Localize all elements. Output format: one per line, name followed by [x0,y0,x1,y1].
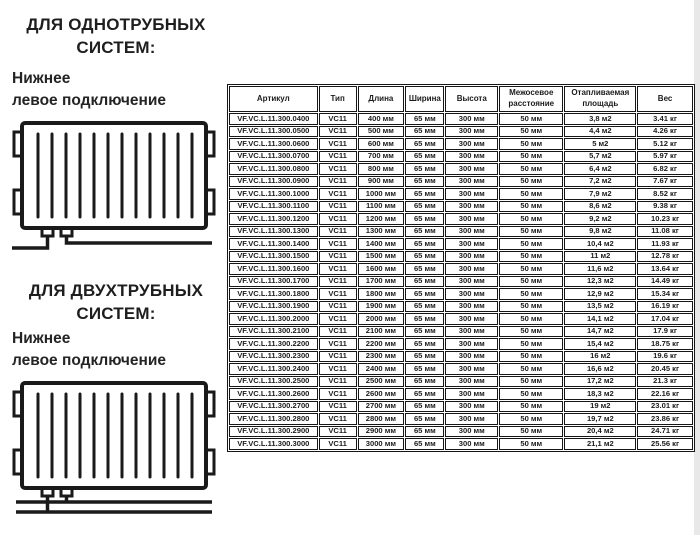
table-cell: 50 мм [499,338,563,350]
table-cell: 50 мм [499,326,563,338]
table-cell: 7.67 кг [637,176,693,188]
column-header: Межосевое расстояние [499,86,563,112]
table-cell: VC11 [319,313,357,325]
table-cell: 25.56 кг [637,438,693,450]
table-cell: 50 мм [499,376,563,388]
table-cell: 300 мм [445,201,498,213]
table-cell: 24.71 кг [637,426,693,438]
table-cell: 300 мм [445,276,498,288]
table-cell: 17,2 м2 [564,376,636,388]
table-row [229,351,693,363]
table-cell: 300 мм [445,376,498,388]
table-cell: 2100 мм [358,326,405,338]
table-cell: 1300 мм [358,226,405,238]
table-cell: 10.23 кг [637,213,693,225]
table-cell: 10,4 м2 [564,238,636,250]
table-cell: 50 мм [499,401,563,413]
table-cell: 3000 мм [358,438,405,450]
table-cell: 12.78 кг [637,251,693,263]
table-cell: 2500 мм [358,376,405,388]
table-cell: 300 мм [445,151,498,163]
table-row [229,388,693,400]
column-header: Артикул [229,86,318,112]
table-cell: VF.VC.L.11.300.1100 [229,201,318,213]
subtitle-line: Нижнее [12,330,71,347]
table-cell: 50 мм [499,251,563,263]
table-row [229,201,693,213]
table-cell: 50 мм [499,438,563,450]
table-cell: VF.VC.L.11.300.2700 [229,401,318,413]
radiator-diagram-two-pipe [12,378,216,518]
table-cell: VF.VC.L.11.300.1400 [229,238,318,250]
table-cell: VC11 [319,438,357,450]
table-cell: 800 мм [358,163,405,175]
table-cell: 1400 мм [358,238,405,250]
table-cell: 5.12 кг [637,138,693,150]
table-row [229,426,693,438]
table-cell: 300 мм [445,426,498,438]
table-cell: 18,3 м2 [564,388,636,400]
table-cell: 17.9 кг [637,326,693,338]
table-cell: 18.75 кг [637,338,693,350]
table-row [229,226,693,238]
table-cell: 300 мм [445,113,498,125]
table-cell: VC11 [319,363,357,375]
table-cell: 65 мм [405,176,444,188]
table-cell: 5.97 кг [637,151,693,163]
table-cell: VF.VC.L.11.300.1300 [229,226,318,238]
table-cell: 50 мм [499,113,563,125]
table-cell: 1200 мм [358,213,405,225]
table-cell: 23.86 кг [637,413,693,425]
table-cell: 6,4 м2 [564,163,636,175]
table-cell: 50 мм [499,238,563,250]
table-cell: 50 мм [499,151,563,163]
table-cell: 300 мм [445,413,498,425]
table-cell: VF.VC.L.11.300.1900 [229,301,318,313]
spec-table-container [227,84,695,452]
table-cell: VF.VC.L.11.300.1800 [229,288,318,300]
table-cell: 14.49 кг [637,276,693,288]
table-cell: 65 мм [405,413,444,425]
table-cell: 300 мм [445,163,498,175]
table-cell: 2900 мм [358,426,405,438]
table-cell: 15.34 кг [637,288,693,300]
table-cell: 1500 мм [358,251,405,263]
table-cell: 50 мм [499,363,563,375]
table-cell: 16,6 м2 [564,363,636,375]
table-cell: VC11 [319,351,357,363]
table-cell: 300 мм [445,313,498,325]
table-cell: VF.VC.L.11.300.0600 [229,138,318,150]
table-cell: 300 мм [445,351,498,363]
table-cell: 2400 мм [358,363,405,375]
table-cell: VC11 [319,413,357,425]
table-cell: 1100 мм [358,201,405,213]
table-cell: 500 мм [358,126,405,138]
table-cell: 17.04 кг [637,313,693,325]
table-cell: 1600 мм [358,263,405,275]
table-cell: 50 мм [499,176,563,188]
table-cell: 65 мм [405,326,444,338]
table-cell: VF.VC.L.11.300.1700 [229,276,318,288]
column-header: Отапливаемая площадь [564,86,636,112]
column-header: Высота [445,86,498,112]
table-cell: 15,4 м2 [564,338,636,350]
table-cell: 300 мм [445,188,498,200]
table-cell: 300 мм [445,213,498,225]
table-cell: VF.VC.L.11.300.0500 [229,126,318,138]
table-cell: 21,1 м2 [564,438,636,450]
table-cell: 50 мм [499,413,563,425]
table-cell: 16 м2 [564,351,636,363]
table-row [229,213,693,225]
table-row [229,413,693,425]
table-row [229,151,693,163]
table-cell: VC11 [319,263,357,275]
table-cell: 300 мм [445,438,498,450]
column-header: Вес [637,86,693,112]
table-cell: VC11 [319,176,357,188]
table-cell: VF.VC.L.11.300.1600 [229,263,318,275]
table-cell: VF.VC.L.11.300.2600 [229,388,318,400]
table-cell: 2000 мм [358,313,405,325]
subtitle-line: левое подключение [12,352,167,370]
table-cell: 65 мм [405,126,444,138]
table-row [229,126,693,138]
table-cell: 1800 мм [358,288,405,300]
table-cell: 14,7 м2 [564,326,636,338]
column-header: Длина [358,86,405,112]
table-cell: 3.41 кг [637,113,693,125]
table-cell: 7,2 м2 [564,176,636,188]
single-pipe-subtitle [12,68,166,113]
radiator-diagram-single-pipe [12,118,216,256]
table-cell: VF.VC.L.11.300.1500 [229,251,318,263]
connection-schemes-panel [8,10,224,530]
table-cell: 22.16 кг [637,388,693,400]
table-cell: VC11 [319,113,357,125]
table-cell: 300 мм [445,126,498,138]
table-cell: 300 мм [445,388,498,400]
table-cell: 11,6 м2 [564,263,636,275]
table-cell: 50 мм [499,213,563,225]
table-cell: 300 мм [445,263,498,275]
table-cell: 65 мм [405,163,444,175]
table-cell: 65 мм [405,363,444,375]
table-cell: VF.VC.L.11.300.2800 [229,413,318,425]
table-cell: VF.VC.L.11.300.0900 [229,176,318,188]
title-line: ДЛЯ ОДНОТРУБНЫХ [26,15,206,34]
table-cell: 2300 мм [358,351,405,363]
table-cell: 3,8 м2 [564,113,636,125]
table-cell: 65 мм [405,188,444,200]
title-line: СИСТЕМ: [76,37,156,57]
table-cell: 6.82 кг [637,163,693,175]
table-cell: VC11 [319,238,357,250]
table-cell: 65 мм [405,426,444,438]
table-cell: 1900 мм [358,301,405,313]
table-row [229,401,693,413]
table-cell: VC11 [319,226,357,238]
table-cell: 5 м2 [564,138,636,150]
table-cell: 11.08 кг [637,226,693,238]
table-cell: 65 мм [405,438,444,450]
table-cell: 50 мм [499,138,563,150]
table-cell: 7,9 м2 [564,188,636,200]
table-cell: 2600 мм [358,388,405,400]
table-cell: 23.01 кг [637,401,693,413]
table-cell: 65 мм [405,376,444,388]
table-cell: 300 мм [445,363,498,375]
table-cell: 65 мм [405,388,444,400]
table-cell: 50 мм [499,226,563,238]
table-cell: 65 мм [405,151,444,163]
table-cell: 50 мм [499,313,563,325]
table-cell: 21.3 кг [637,376,693,388]
table-cell: VC11 [319,201,357,213]
table-cell: 400 мм [358,113,405,125]
table-cell: 5,7 м2 [564,151,636,163]
table-row [229,276,693,288]
table-cell: 9,2 м2 [564,213,636,225]
table-cell: 65 мм [405,351,444,363]
table-cell: VF.VC.L.11.300.3000 [229,438,318,450]
table-cell: 50 мм [499,263,563,275]
table-cell: 50 мм [499,301,563,313]
table-row [229,326,693,338]
table-cell: 2200 мм [358,338,405,350]
table-cell: VC11 [319,213,357,225]
table-cell: 11 м2 [564,251,636,263]
title-line: СИСТЕМ: [76,303,156,323]
table-cell: 300 мм [445,176,498,188]
table-row [229,138,693,150]
table-cell: VC11 [319,338,357,350]
table-cell: 50 мм [499,201,563,213]
table-cell: VC11 [319,376,357,388]
table-row [229,288,693,300]
table-cell: 300 мм [445,251,498,263]
table-row [229,263,693,275]
table-cell: 8.52 кг [637,188,693,200]
table-cell: VC11 [319,301,357,313]
table-cell: 12,3 м2 [564,276,636,288]
table-cell: 4.26 кг [637,126,693,138]
table-cell: 300 мм [445,288,498,300]
table-row [229,163,693,175]
subtitle-line: левое подключение [12,92,167,110]
table-cell: VF.VC.L.11.300.2900 [229,426,318,438]
table-cell: 2700 мм [358,401,405,413]
table-cell: VC11 [319,138,357,150]
table-cell: VC11 [319,288,357,300]
table-cell: 65 мм [405,338,444,350]
table-cell: VC11 [319,188,357,200]
table-cell: VC11 [319,388,357,400]
table-cell: VF.VC.L.11.300.0700 [229,151,318,163]
table-cell: 300 мм [445,338,498,350]
table-cell: 65 мм [405,263,444,275]
table-cell: 65 мм [405,226,444,238]
table-cell: VF.VC.L.11.300.2100 [229,326,318,338]
table-cell: VC11 [319,163,357,175]
table-cell: 19 м2 [564,401,636,413]
table-cell: 300 мм [445,138,498,150]
subtitle-line: Нижнее [12,70,71,87]
table-cell: 50 мм [499,388,563,400]
table-row [229,113,693,125]
table-cell: 65 мм [405,288,444,300]
table-cell: 65 мм [405,313,444,325]
table-cell: 65 мм [405,138,444,150]
table-cell: VF.VC.L.11.300.2300 [229,351,318,363]
table-cell: 600 мм [358,138,405,150]
table-cell: 4,4 м2 [564,126,636,138]
table-row [229,251,693,263]
table-cell: 700 мм [358,151,405,163]
two-pipe-section-title [8,280,224,326]
table-cell: 16.19 кг [637,301,693,313]
table-row [229,176,693,188]
table-cell: 1700 мм [358,276,405,288]
table-cell: 65 мм [405,201,444,213]
table-cell: VF.VC.L.11.300.2500 [229,376,318,388]
title-line: ДЛЯ ДВУХТРУБНЫХ [28,281,204,300]
table-cell: VC11 [319,276,357,288]
table-cell: 65 мм [405,251,444,263]
table-cell: 50 мм [499,126,563,138]
table-cell: VF.VC.L.11.300.1000 [229,188,318,200]
table-cell: VF.VC.L.11.300.1200 [229,213,318,225]
table-cell: VF.VC.L.11.300.0800 [229,163,318,175]
table-cell: 300 мм [445,401,498,413]
table-cell: 13.64 кг [637,263,693,275]
spec-table [227,84,695,452]
table-row [229,313,693,325]
table-cell: 300 мм [445,238,498,250]
table-cell: 8,6 м2 [564,201,636,213]
table-cell: 9,8 м2 [564,226,636,238]
table-cell: 65 мм [405,276,444,288]
table-cell: 2800 мм [358,413,405,425]
table-cell: 50 мм [499,163,563,175]
column-header: Ширина [405,86,444,112]
table-row [229,188,693,200]
table-cell: 50 мм [499,351,563,363]
table-cell: 20.45 кг [637,363,693,375]
table-cell: 300 мм [445,226,498,238]
table-cell: 65 мм [405,238,444,250]
table-cell: 11.93 кг [637,238,693,250]
table-cell: VF.VC.L.11.300.2000 [229,313,318,325]
table-cell: 300 мм [445,326,498,338]
table-cell: 50 мм [499,188,563,200]
table-cell: 50 мм [499,288,563,300]
table-row [229,363,693,375]
table-cell: VC11 [319,326,357,338]
table-cell: 9.38 кг [637,201,693,213]
single-pipe-section-title [8,14,224,60]
table-row [229,438,693,450]
table-cell: 900 мм [358,176,405,188]
table-cell: VF.VC.L.11.300.2200 [229,338,318,350]
table-cell: 50 мм [499,276,563,288]
table-cell: 20,4 м2 [564,426,636,438]
table-cell: 14,1 м2 [564,313,636,325]
table-row [229,376,693,388]
table-cell: VC11 [319,426,357,438]
table-cell: 65 мм [405,213,444,225]
column-header: Тип [319,86,357,112]
table-cell: VC11 [319,251,357,263]
table-row [229,338,693,350]
table-cell: 50 мм [499,426,563,438]
table-cell: 65 мм [405,301,444,313]
table-cell: 1000 мм [358,188,405,200]
table-row [229,238,693,250]
table-cell: VC11 [319,126,357,138]
table-cell: 65 мм [405,113,444,125]
table-cell: VC11 [319,151,357,163]
table-cell: 300 мм [445,301,498,313]
two-pipe-subtitle [12,328,166,373]
table-cell: 13,5 м2 [564,301,636,313]
table-cell: 65 мм [405,401,444,413]
table-cell: 12,9 м2 [564,288,636,300]
table-cell: VF.VC.L.11.300.2400 [229,363,318,375]
table-header-row [229,86,693,112]
table-cell: VF.VC.L.11.300.0400 [229,113,318,125]
table-cell: 19,7 м2 [564,413,636,425]
table-cell: 19.6 кг [637,351,693,363]
table-row [229,301,693,313]
table-cell: VC11 [319,401,357,413]
